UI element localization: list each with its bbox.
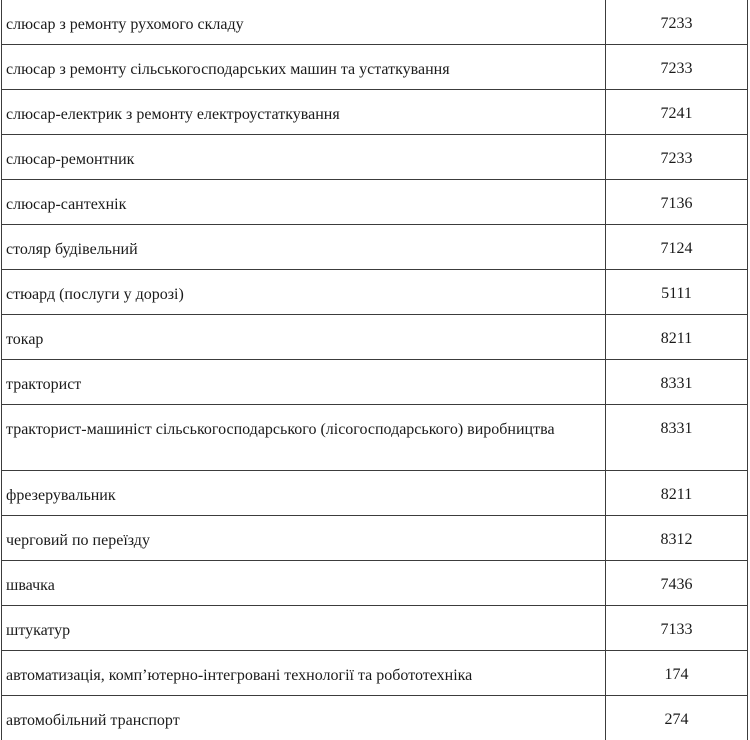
table-row bbox=[2, 0, 748, 45]
table-row bbox=[2, 135, 748, 180]
profession-name-cell: слюсар з ремонту сільськогосподарських машин та устаткування bbox=[2, 45, 606, 90]
profession-code-cell: 274 bbox=[606, 696, 748, 740]
profession-name-cell: слюсар-ремонтник bbox=[2, 135, 606, 180]
profession-code-cell: 7136 bbox=[606, 180, 748, 225]
table-row bbox=[2, 270, 748, 315]
table-row bbox=[2, 561, 748, 606]
profession-name-cell: слюсар-сантехнік bbox=[2, 180, 606, 225]
profession-code-cell: 174 bbox=[606, 651, 748, 696]
profession-code-cell: 7436 bbox=[606, 561, 748, 606]
profession-name-cell: штукатур bbox=[2, 606, 606, 651]
profession-code-cell: 8211 bbox=[606, 471, 748, 516]
profession-code-cell: 8312 bbox=[606, 516, 748, 561]
profession-code-cell: 7233 bbox=[606, 135, 748, 180]
table-row bbox=[2, 606, 748, 651]
profession-name-cell: черговий по переїзду bbox=[2, 516, 606, 561]
table-row bbox=[2, 651, 748, 696]
profession-name-cell: швачка bbox=[2, 561, 606, 606]
profession-name-cell: слюсар-електрик з ремонту електроустаткування bbox=[2, 90, 606, 135]
profession-code-cell: 7233 bbox=[606, 0, 748, 45]
table-row bbox=[2, 696, 748, 740]
profession-name-cell: автомобільний транспорт bbox=[2, 696, 606, 740]
table-row bbox=[2, 360, 748, 405]
profession-name-cell: стюард (послуги у дорозі) bbox=[2, 270, 606, 315]
profession-code-cell: 7233 bbox=[606, 45, 748, 90]
professions-table bbox=[1, 0, 748, 740]
profession-code-cell: 5111 bbox=[606, 270, 748, 315]
profession-name-cell: тракторист-машиніст сільськогосподарського (лісогосподарського) виробництва bbox=[2, 405, 606, 471]
profession-code-cell: 7133 bbox=[606, 606, 748, 651]
profession-code-cell: 7241 bbox=[606, 90, 748, 135]
profession-code-cell: 8331 bbox=[606, 405, 748, 471]
profession-code-cell: 8331 bbox=[606, 360, 748, 405]
table-row bbox=[2, 516, 748, 561]
profession-name-cell: тракторист bbox=[2, 360, 606, 405]
table-row bbox=[2, 45, 748, 90]
table-row bbox=[2, 471, 748, 516]
profession-name-cell: фрезерувальник bbox=[2, 471, 606, 516]
profession-name-cell: столяр будівельний bbox=[2, 225, 606, 270]
profession-code-cell: 8211 bbox=[606, 315, 748, 360]
profession-code-cell: 7124 bbox=[606, 225, 748, 270]
table-row bbox=[2, 225, 748, 270]
profession-name-cell: слюсар з ремонту рухомого складу bbox=[2, 0, 606, 45]
profession-name-cell: токар bbox=[2, 315, 606, 360]
table-row bbox=[2, 90, 748, 135]
table-row bbox=[2, 315, 748, 360]
table-row bbox=[2, 405, 748, 471]
profession-name-cell: автоматизація, комп’ютерно-інтегровані технології та робототехніка bbox=[2, 651, 606, 696]
table-row bbox=[2, 180, 748, 225]
